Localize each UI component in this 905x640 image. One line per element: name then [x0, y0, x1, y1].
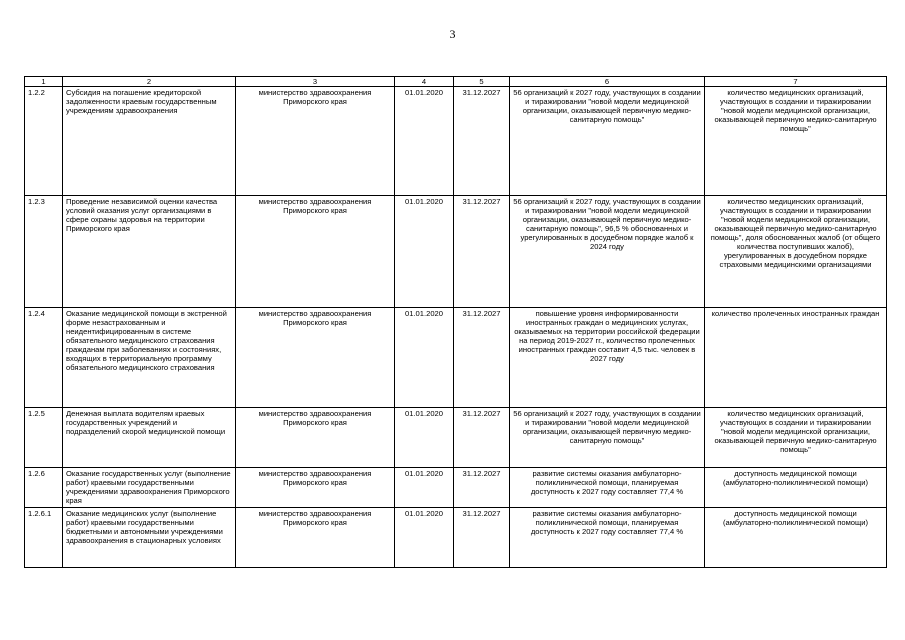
cell-executor: министерство здравоохранения Приморского края	[236, 87, 395, 196]
cell-end-date: 31.12.2027	[454, 87, 510, 196]
cell-executor: министерство здравоохранения Приморского края	[236, 196, 395, 308]
cell-number: 1.2.6.1	[25, 508, 63, 568]
cell-executor: министерство здравоохранения Приморского края	[236, 508, 395, 568]
cell-activity-name: Субсидия на погашение кредиторской задолженности краевым государственным учреждениям здравоохранения	[63, 87, 236, 196]
cell-end-date: 31.12.2027	[454, 308, 510, 408]
cell-expected-result: 56 организаций к 2027 году, участвующих в создании и тиражировании "новой модели медицинской организации, оказывающей первичную медико-санитарную помощь"	[510, 87, 705, 196]
column-header: 2	[63, 77, 236, 87]
cell-end-date: 31.12.2027	[454, 508, 510, 568]
column-header: 5	[454, 77, 510, 87]
column-header: 7	[705, 77, 887, 87]
cell-end-date: 31.12.2027	[454, 408, 510, 468]
cell-activity-name: Оказание медицинских услуг (выполнение работ) краевыми государственными бюджетными и автономными учреждениями здравоохранения в стационарных условиях	[63, 508, 236, 568]
cell-start-date: 01.01.2020	[395, 87, 454, 196]
cell-number: 1.2.2	[25, 87, 63, 196]
cell-indicator: количество медицинских организаций, участвующих в создании и тиражировании "новой модели медицинской организации, оказывающей первичную медико-санитарную помощь", доля обоснованных жалоб (от общего количества поступивших жалоб), урегулированных в досудебном порядке страховыми медицинскими организациями	[705, 196, 887, 308]
cell-activity-name: Денежная выплата водителям краевых государственных учреждений и подразделений скорой медицинской помощи	[63, 408, 236, 468]
table-row	[25, 308, 887, 408]
cell-expected-result: развитие системы оказания амбулаторно-поликлинической помощи, планируемая доступность к 2027 году составляет 77,4 %	[510, 468, 705, 508]
cell-start-date: 01.01.2020	[395, 508, 454, 568]
cell-executor: министерство здравоохранения Приморского края	[236, 408, 395, 468]
cell-start-date: 01.01.2020	[395, 196, 454, 308]
cell-expected-result: повышение уровня информированности иностранных граждан о медицинских услугах, оказываемых на территории российской федерации на период 2019-2027 гг., количество пролеченных иностранных граждан составит 4,5 тыс. человек в 2027 году	[510, 308, 705, 408]
cell-indicator: доступность медицинской помощи (амбулаторно-поликлинической помощи)	[705, 508, 887, 568]
table-row	[25, 508, 887, 568]
cell-activity-name: Проведение независимой оценки качества условий оказания услуг организациями в сфере охраны здоровья на территории Приморского края	[63, 196, 236, 308]
table-row	[25, 408, 887, 468]
table-row	[25, 196, 887, 308]
cell-indicator: количество медицинских организаций, участвующих в создании и тиражировании "новой модели медицинской организации, оказывающей первичную медико-санитарную помощь"	[705, 408, 887, 468]
page-number: 3	[449, 27, 456, 41]
cell-expected-result: 56 организаций к 2027 году, участвующих в создании и тиражировании "новой модели медицинской организации, оказывающей первичную медико-санитарную помощь"	[510, 408, 705, 468]
cell-indicator: количество медицинских организаций, участвующих в создании и тиражировании "новой модели медицинской организации, оказывающей первичную медико-санитарную помощь"	[705, 87, 887, 196]
cell-start-date: 01.01.2020	[395, 408, 454, 468]
cell-number: 1.2.5	[25, 408, 63, 468]
cell-number: 1.2.3	[25, 196, 63, 308]
cell-expected-result: 56 организаций к 2027 году, участвующих в создании и тиражировании "новой модели медицинской организации, оказывающей первичную медико-санитарную помощь", 96,5 % обоснованных и урегулированных в досудебном порядке жалоб к 2024 году	[510, 196, 705, 308]
cell-end-date: 31.12.2027	[454, 196, 510, 308]
table-row	[25, 468, 887, 508]
cell-number: 1.2.6	[25, 468, 63, 508]
cell-executor: министерство здравоохранения Приморского края	[236, 308, 395, 408]
cell-activity-name: Оказание медицинской помощи в экстренной форме незастрахованным и неидентифицированным в системе обязательного медицинского страхования гражданам при заболеваниях и состояниях, входящих в территориальную программу обязательного медицинского страхования	[63, 308, 236, 408]
cell-start-date: 01.01.2020	[395, 308, 454, 408]
cell-activity-name: Оказание государственных услуг (выполнение работ) краевыми государственными учреждениями здравоохранения Приморского края	[63, 468, 236, 508]
cell-end-date: 31.12.2027	[454, 468, 510, 508]
cell-indicator: количество пролеченных иностранных граждан	[705, 308, 887, 408]
column-header: 4	[395, 77, 454, 87]
cell-expected-result: развитие системы оказания амбулаторно-поликлинической помощи, планируемая доступность к 2027 году составляет 77,4 %	[510, 508, 705, 568]
cell-number: 1.2.4	[25, 308, 63, 408]
cell-indicator: доступность медицинской помощи (амбулаторно-поликлинической помощи)	[705, 468, 887, 508]
column-header: 6	[510, 77, 705, 87]
column-header: 3	[236, 77, 395, 87]
program-activities-table	[24, 76, 887, 568]
table-header-row	[25, 77, 887, 87]
column-header: 1	[25, 77, 63, 87]
cell-executor: министерство здравоохранения Приморского края	[236, 468, 395, 508]
cell-start-date: 01.01.2020	[395, 468, 454, 508]
table-row	[25, 87, 887, 196]
